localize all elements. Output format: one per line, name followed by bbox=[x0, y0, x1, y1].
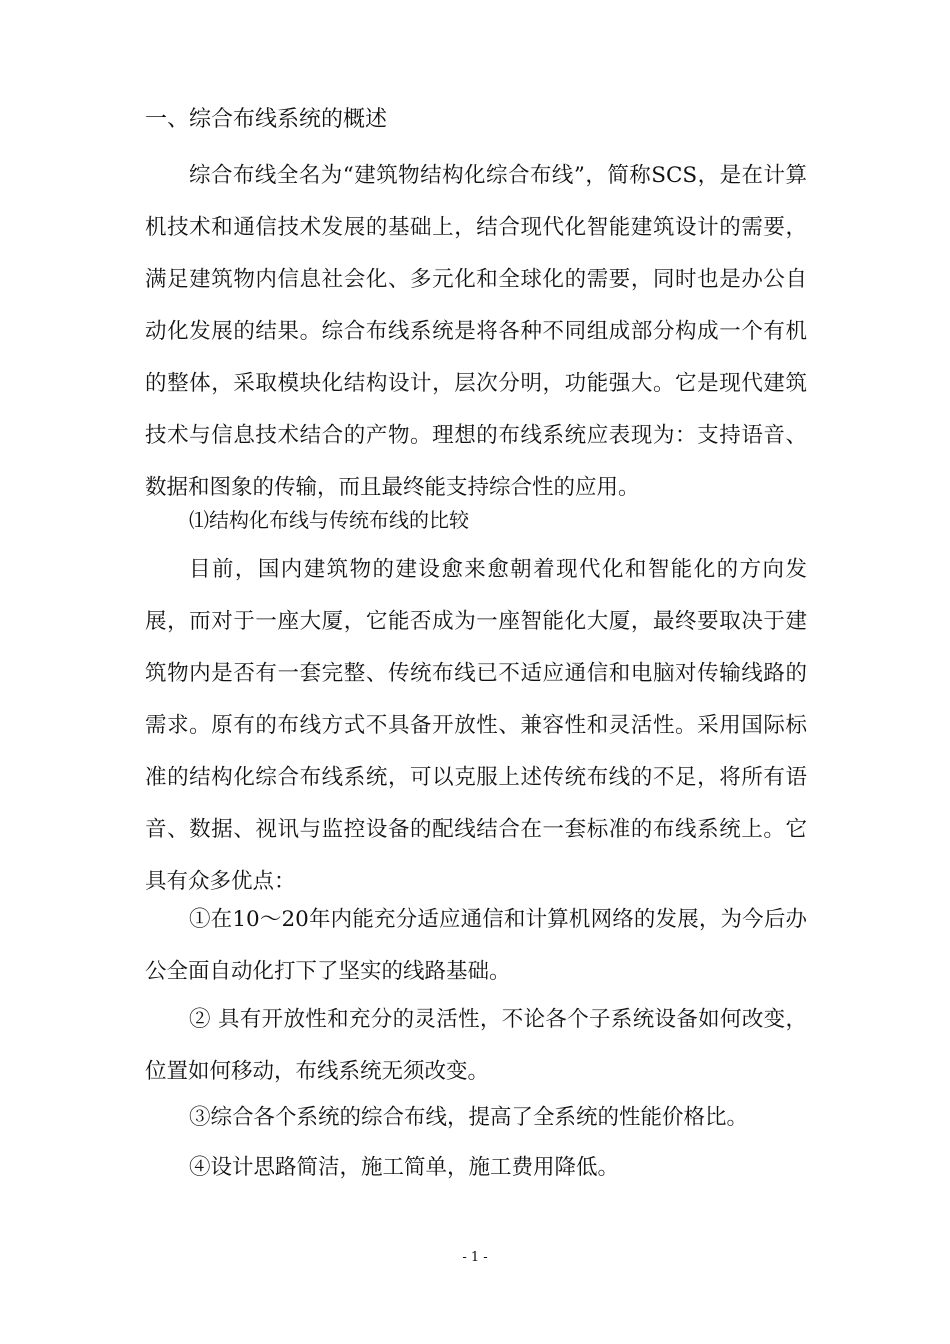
section-heading: 一、综合布线系统的概述 bbox=[145, 107, 388, 132]
page-number: - 1 - bbox=[462, 1250, 488, 1265]
paragraph-overview: 综合布线全名为“建筑物结构化综合布线”，简称SCS，是在计算机技术和通信技术发展的基础上，结合现代化智能建筑设计的需要，满足建筑物内信息社会化、多元化和全球化的需要，同时也是办公自动化发展的结果。综合布线系统是将各种不同组成部分构成一个有机的整体，采取模块化结构设计，层次分明，功能强大。它是现代建筑技术与信息技术结合的产物。理想的布线系统应表现为：支持语音、数据和图象的传输，而且最终能支持综合性的应用。 bbox=[145, 163, 807, 500]
list-item-advantage-2: ② 具有开放性和充分的灵活性，不论各个子系统设备如何改变，位置如何移动，布线系统无须改变。 bbox=[145, 1007, 807, 1084]
list-item-advantage-4: ④设计思路简洁，施工简单，施工费用降低。 bbox=[189, 1155, 620, 1180]
paragraph-comparison: 目前，国内建筑物的建设愈来愈朝着现代化和智能化的方向发展，而对于一座大厦，它能否成为一座智能化大厦，最终要取决于建筑物内是否有一套完整、传统布线已不适应通信和电脑对传输线路的需求。原有的布线方式不具备开放性、兼容性和灵活性。采用国际标准的结构化综合布线系统，可以克服上述传统布线的不足，将所有语音、数据、视讯与监控设备的配线结合在一套标准的布线系统上。它具有众多优点： bbox=[145, 557, 807, 894]
list-item-advantage-3: ③综合各个系统的综合布线，提高了全系统的性能价格比。 bbox=[189, 1105, 749, 1130]
subheading-comparison: ⑴结构化布线与传统布线的比较 bbox=[189, 508, 469, 532]
list-item-advantage-1: ①在10～20年内能充分适应通信和计算机网络的发展，为今后办公全面自动化打下了坚实的线路基础。 bbox=[145, 907, 807, 984]
